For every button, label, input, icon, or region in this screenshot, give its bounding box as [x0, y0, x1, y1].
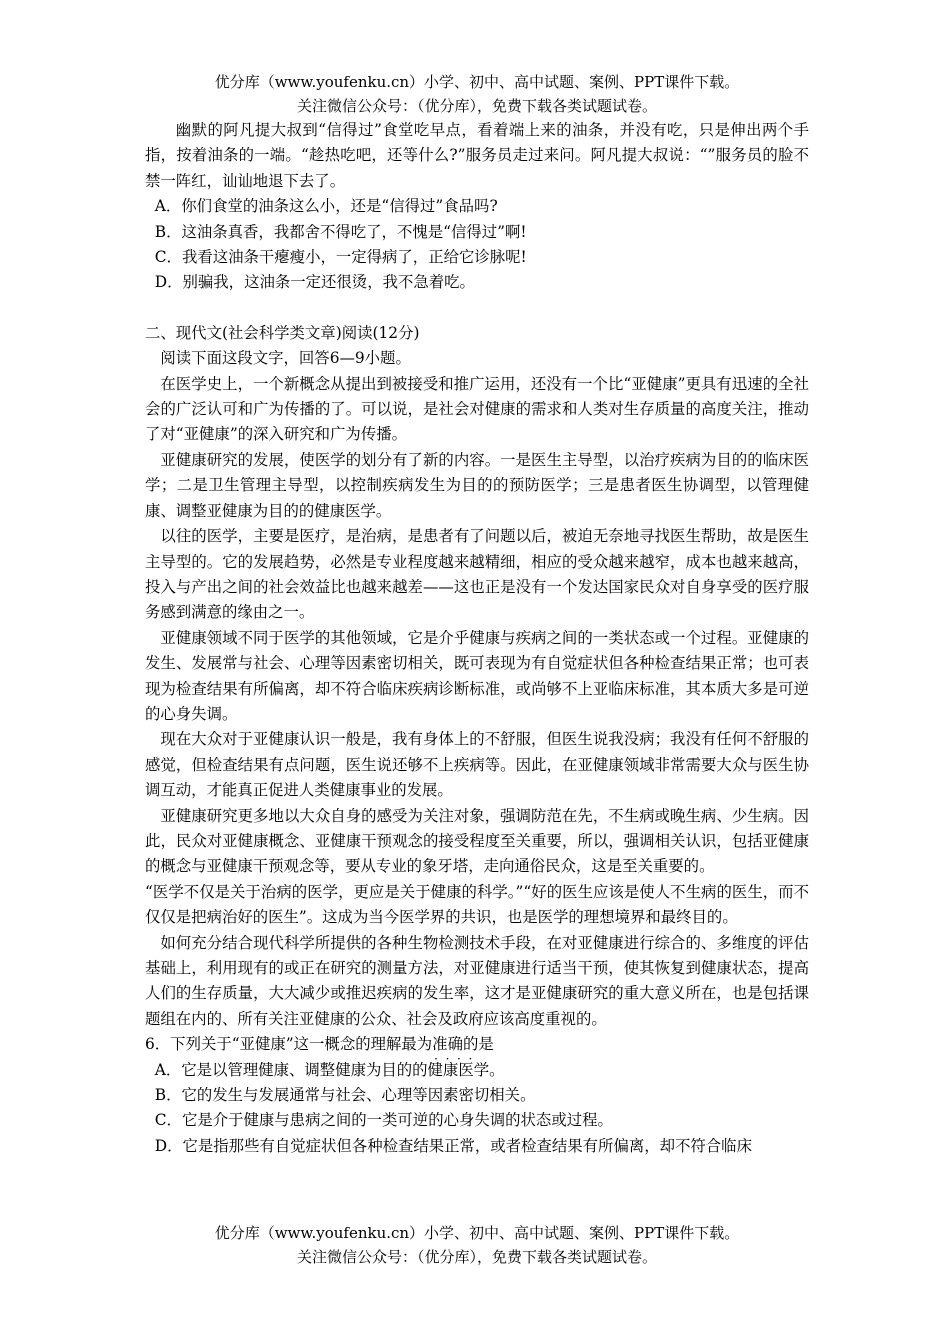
passage-paragraph: 以往的医学，主要是医疗，是治病，是患者有了问题以后，被迫无奈地寻找医生帮助，故是医生主导型的。它的发展趋势，必然是专业程度越来越精细，相应的受众越来越窄，成本也越来越高，投入与产出之间的社会效益比也越来越差——这也正是没有一个发达国家民众对自身享受的医疗服务感到满意的缘由之一。: [145, 527, 809, 622]
q5-option-a: A．你们食堂的油条这么小，还是“信得过”食品吗?: [154, 197, 498, 216]
passage-paragraph: 亚健康研究更多地以大众自身的感受为关注对象，强调防范在先，不生病或晚生病、少生病。因此，民众对亚健康概念、亚健康干预观念的接受程度至关重要，所以，强调相关认识，包括亚健康的概念与亚健康干预观念等，要从专业的象牙塔，走向通俗民众，这是至关重要的。: [145, 806, 809, 876]
q5-option-d: D．别骗我，这油条一定还很烫，我不急着吃。: [154, 273, 475, 292]
q6-option-a: A．它是以管理健康、调整健康为目的的健康医学。: [154, 1060, 505, 1079]
passage-paragraph: “医学不仅是关于治病的医学，更应是关于健康的科学。”“好的医生应该是使人不生病的医生，而不仅仅是把病治好的医生”。这成为当今医学界的共识，也是医学的理想境界和最终目的。: [145, 882, 809, 927]
page-footer: [145, 1221, 809, 1269]
footer-line-2: 关注微信公众号：（优分库），免费下载各类试题试卷。: [296, 1248, 657, 1266]
passage-paragraph: 如何充分结合现代科学所提供的各种生物检测技术手段，在对亚健康进行综合的、多维度的评估基础上，利用现有的或正在研究的测量方法，对亚健康进行适当干预，使其恢复到健康状态，提高人们的生存质量，大大减少或推迟疾病的发生率，这才是亚健康研究的重大意义所在，也是包括课题组在内的、所有关注亚健康的公众、社会及政府应该高度重视的。: [145, 933, 809, 1028]
spacer: [145, 296, 809, 321]
page-body: [145, 70, 809, 1159]
q5-option-b: B．这油条真香，我都舍不得吃了，不愧是“信得过”啊!: [154, 222, 527, 241]
q6-stem: [145, 1032, 809, 1057]
q6-stem-text: 6．下列关于“亚健康”这一概念的理解最为: [145, 1035, 433, 1054]
passage-paragraph: 现在大众对于亚健康认识一般是，我有身体上的不舒服，但医生说我没病；我没有任何不舒服的感觉，但检查结果有点问题，医生说还够不上疾病等。因此，在亚健康领域非常需要大众与医生协调互动，才能真正促进人类健康事业的发展。: [145, 730, 809, 800]
passage-paragraph: 在医学史上，一个新概念从提出到被接受和推广运用，还没有一个比“亚健康”更具有迅速的全社会的广泛认可和广为传播的了。可以说，是社会对健康的需求和人类对生存质量的高度关注，推动了对“亚健康”的深入研究和广为传播。: [145, 374, 809, 444]
q5-option-c: C．我看这油条干瘪瘦小，一定得病了，正给它诊脉呢!: [154, 248, 527, 267]
passage-paragraph: 亚健康研究的发展，使医学的划分有了新的内容。一是医生主导型，以治疗疾病为目的的临床医学；二是卫生管理主导型，以控制疾病发生为目的的预防医学；三是患者医生协调型，以管理健康、调整亚健康为目的的健康医学。: [145, 450, 809, 520]
section-instruction: 阅读下面这段文字，回答6—9小题。: [160, 349, 411, 368]
footer-line-1: 优分库（www.youfenku.cn）小学、初中、高中试题、案例、PPT课件下载。: [214, 1224, 740, 1242]
header-line-1: 优分库（www.youfenku.cn）小学、初中、高中试题、案例、PPT课件下载。: [214, 73, 740, 91]
q5-stem: 幽默的阿凡提大叔到“信得过”食堂吃早点，看着端上来的油条，并没有吃，只是伸出两个手指，按着油条的一端。“趁热吃吧，还等什么?”服务员走过来问。阿凡提大叔说：“”服务员的脸不禁一阵红，讪讪地退下去了。: [145, 121, 809, 190]
q6-option-d: D．它是指那些有自觉症状但各种检查结果正常，或者检查结果有所偏离，却不符合临床: [154, 1136, 752, 1155]
header-line-2: 关注微信公众号：（优分库），免费下载各类试题试卷。: [296, 97, 657, 115]
q6-option-b: B．它的发生与发展通常与社会、心理等因素密切相关。: [154, 1086, 536, 1105]
passage-paragraph: 亚健康领域不同于医学的其他领域，它是介乎健康与疾病之间的一类状态或一个过程。亚健康的发生、发展常与社会、心理等因素密切相关，既可表现为有自觉症状但各种检查结果正常；也可表现为检查结果有所偏离，却不符合临床疾病诊断标准，或尚够不上亚临床标准，其本质大多是可逆的心身失调。: [145, 628, 809, 723]
q6-option-c: C．它是介于健康与患病之间的一类可逆的心身失调的状态或过程。: [154, 1111, 613, 1130]
q6-emphasis: 准确的是 · ·: [432, 1032, 494, 1057]
section-title: 二、现代文(社会科学类文章)阅读(12分): [145, 323, 420, 342]
